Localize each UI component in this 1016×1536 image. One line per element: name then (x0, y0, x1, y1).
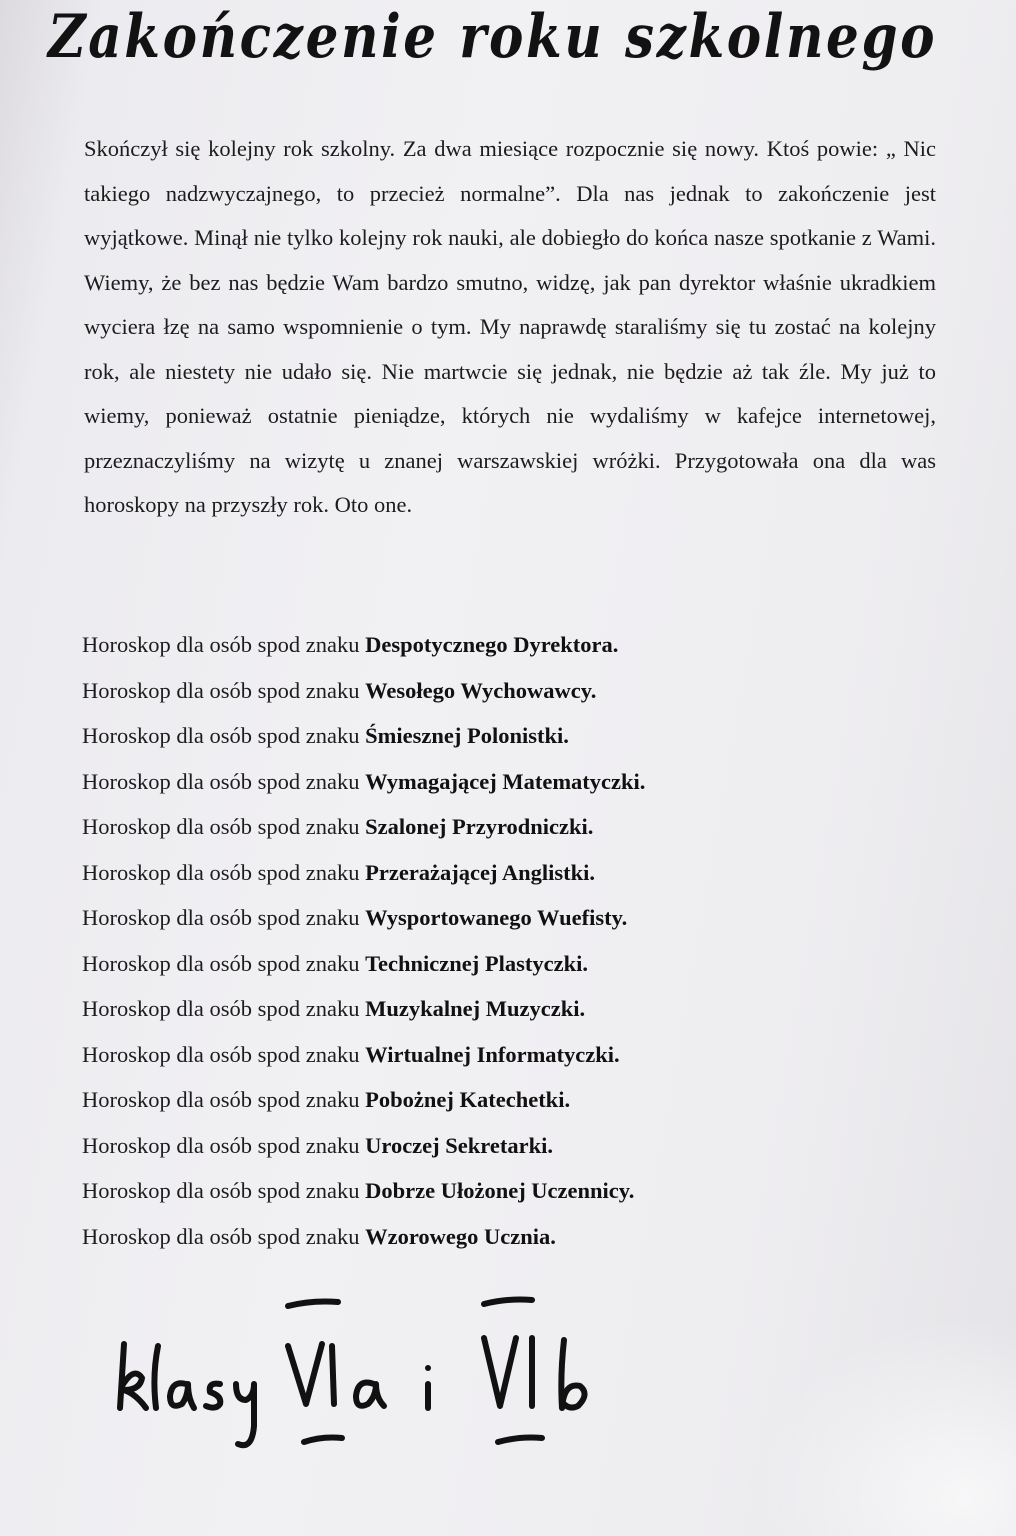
horoscope-prefix: Horoskop dla osób spod znaku (82, 1132, 360, 1158)
horoscope-prefix: Horoskop dla osób spod znaku (82, 950, 360, 976)
horoscope-item (82, 759, 645, 805)
horoscope-prefix: Horoskop dla osób spod znaku (82, 1041, 360, 1067)
horoscope-sign: Technicznej Plastyczki. (365, 950, 588, 976)
horoscope-prefix: Horoskop dla osób spod znaku (82, 1087, 360, 1112)
horoscope-prefix: Horoskop dla osób spod znaku (82, 723, 360, 748)
horoscope-sign: Dobrze Ułożonej Uczennicy. (365, 1178, 635, 1203)
horoscope-item (82, 1077, 645, 1123)
intro-paragraph: Skończył się kolejny rok szkolny. Za dwa miesiące rozpocznie się nowy. Ktoś powie: „ Nic takiego nadzwyczajnego, to przecież normalne”. Dla nas jednak to zakończenie jest wyjątkowe. Minął nie tylko kolejny rok nauki, ale dobiegło do końca nasze spotkanie z Wami. Wiemy, że bez nas będzie Wam bardzo smutno, widzę, jak pan dyrektor właśnie ukradkiem wyciera łzę na samo wspomnienie o tym. My naprawdę staraliśmy się tu zostać na kolejny rok, ale niestety nie udało się. Nie martwcie się jednak, nie będzie aż tak źle. My już to wiemy, ponieważ ostatnie pieniądze, których nie wydaliśmy w kafejce internetowej, przeznaczyliśmy na wizytę u znanej warszawskiej wróżki. Przygotowała ona dla was horoskopy na przyszły rok. Oto one. (84, 136, 936, 517)
horoscope-sign: Wymagającej Matematyczki. (365, 768, 646, 794)
horoscope-prefix: Horoskop dla osób spod znaku (82, 1178, 360, 1203)
horoscope-sign: Szalonej Przyrodniczki. (365, 814, 594, 839)
horoscope-item (82, 1123, 645, 1169)
handwritten-signature (112, 1286, 632, 1476)
horoscope-item (82, 804, 645, 850)
horoscope-sign: Despotycznego Dyrektora. (365, 632, 619, 657)
horoscope-item (82, 1032, 645, 1078)
horoscope-prefix: Horoskop dla osób spod znaku (82, 859, 360, 885)
horoscope-prefix: Horoskop dla osób spod znaku (82, 996, 360, 1021)
horoscope-prefix: Horoskop dla osób spod znaku (82, 814, 360, 839)
horoscope-sign: Wirtualnej Informatyczki. (365, 1041, 620, 1067)
horoscope-sign: Wesołego Wychowawcy. (365, 677, 597, 703)
horoscope-prefix: Horoskop dla osób spod znaku (82, 905, 360, 930)
horoscope-sign: Uroczej Sekretarki. (365, 1132, 553, 1158)
horoscope-item (82, 895, 645, 941)
horoscope-prefix: Horoskop dla osób spod znaku (82, 768, 360, 794)
horoscope-sign: Wzorowego Ucznia. (365, 1223, 556, 1249)
horoscope-item (82, 986, 645, 1032)
horoscope-item (82, 850, 645, 896)
horoscope-list (82, 622, 645, 1259)
horoscope-prefix: Horoskop dla osób spod znaku (82, 1223, 360, 1249)
horoscope-sign: Śmiesznej Polonistki. (365, 723, 569, 748)
horoscope-item (82, 1214, 645, 1260)
horoscope-prefix: Horoskop dla osób spod znaku (82, 677, 360, 703)
horoscope-item (82, 622, 645, 668)
horoscope-sign: Przerażającej Anglistki. (365, 859, 596, 885)
horoscope-item (82, 713, 645, 759)
horoscope-item (82, 941, 645, 987)
horoscope-item (82, 1168, 645, 1214)
light-reflection (756, 1316, 1016, 1536)
horoscope-sign: Pobożnej Katechetki. (365, 1087, 571, 1112)
horoscope-sign: Wysportowanego Wuefisty. (365, 905, 628, 930)
horoscope-prefix: Horoskop dla osób spod znaku (82, 632, 360, 657)
horoscope-sign: Muzykalnej Muzyczki. (365, 996, 586, 1021)
horoscope-item (82, 668, 645, 714)
page-title: Zakończenie roku szkolnego (48, 2, 938, 72)
